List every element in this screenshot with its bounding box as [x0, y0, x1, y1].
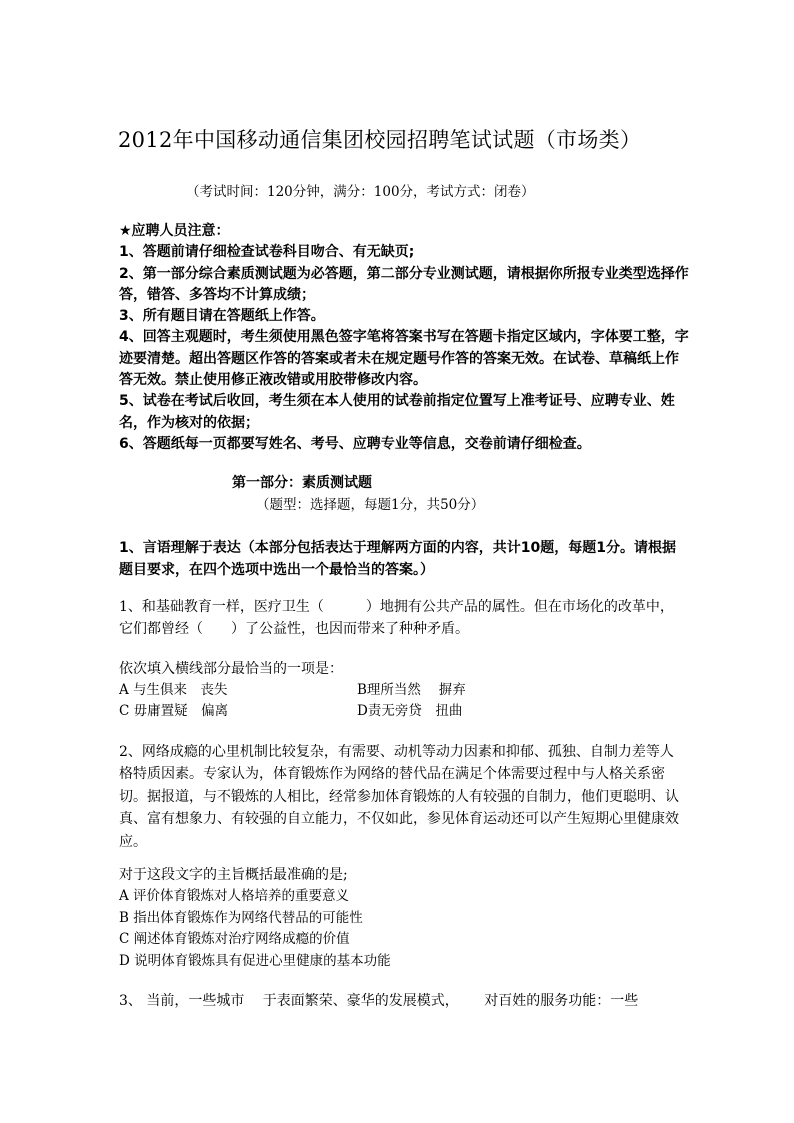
notice-heading: ★应聘人员注意：: [119, 223, 230, 239]
notice-item: 1、答题前请仔细检查试卷科目吻合、有无缺页;: [119, 244, 415, 261]
option-row: [119, 701, 463, 722]
question-2-text: 2、网络成瘾的心里机制比较复杂，有需要、动机等动力因素和抑郁、孤独、自制力差等人格特质因素。专家认为，体育锻炼作为网络的替代品在满足个体需要过程中与人格关系密切。据报道，与不锻炼的人相比，经常参加体育锻炼的人有较强的自制力，他们更聪明、认真、富有想象力、有较强的自立能力，不仅如此，参见体育运动还可以产生短期心里健康效应。: [119, 744, 679, 850]
option-d: D 说明体育锻炼具有促进心里健康的基本功能: [119, 952, 391, 969]
notice-item: 6、答题纸每一页都要写姓名、考号、应聘专业等信息，交卷前请仔细检查。: [119, 435, 591, 452]
section-heading: 1、言语理解于表达（本部分包括表达于理解两方面的内容，共计10题，每题1分。请根据题目要求，在四个选项中选出一个最恰当的答案。）: [119, 540, 676, 578]
option-a: A 与生俱来 丧失: [119, 682, 228, 698]
notice-block: [119, 221, 689, 455]
option-c: C 毋庸置疑 偏离: [119, 703, 229, 719]
question-1-text: 1、和基础教育一样，医疗卫生（ ）地拥有公共产品的属性。但在市场化的改革中，它们都曾经（ ）了公益性，也因而带来了种种矛盾。: [119, 599, 674, 638]
question-2-prompt: 对于这段文字的主旨概括最准确的是;: [119, 867, 348, 883]
option-c: C 阐述体育锻炼对治疗网络成瘾的价值: [119, 931, 350, 947]
notice-item: 3、所有题目请在答题纸上作答。: [119, 308, 325, 325]
option-row: [119, 680, 466, 701]
option-d: D责无旁贷 扭曲: [357, 703, 463, 719]
question-1-prompt: 依次填入横线部分最恰当的一项是：: [119, 661, 343, 677]
part-subtitle: （题型：选择题，每题1分，共50分）: [256, 497, 485, 513]
exam-info: （考试时间：120分钟，满分：100分，考试方式：闭卷）: [186, 184, 535, 200]
part-title: 第一部分：素质测试题: [232, 475, 372, 491]
question-2-options: [119, 886, 391, 972]
notice-item: 4、回答主观题时，考生须使用黑色签字笔将答案书写在答题卡指定区域内，字体要工整，字迹要清楚。超出答题区作答的答案或者未在规定题号作答的答案无效。在试卷、草稿纸上作答无效。禁止使用修正液改错或用胶带修改内容。: [119, 329, 689, 389]
notice-item: 2、第一部分综合素质测试题为必答题，第二部分专业测试题，请根据你所报专业类型选择作答，错答、多答均不计算成绩；: [119, 265, 689, 303]
document-title: 2012年中国移动通信集团校园招聘笔试试题（市场类）: [118, 128, 642, 152]
question-1-options: [119, 680, 466, 722]
notice-item: 5、试卷在考试后收回，考生须在本人使用的试卷前指定位置写上准考证号、应聘专业、姓名，作为核对的依据；: [119, 393, 675, 431]
option-a: A 评价体育锻炼对人格培养的重要意义: [119, 888, 350, 904]
option-b: B理所当然 摒弃: [357, 682, 466, 698]
question-3-text: 3、 当前，一些城市 于表面繁荣、豪华的发展模式， 对百姓的服务功能：一些: [119, 993, 639, 1009]
option-b: B 指出体育锻炼作为网络代替品的可能性: [119, 909, 363, 926]
